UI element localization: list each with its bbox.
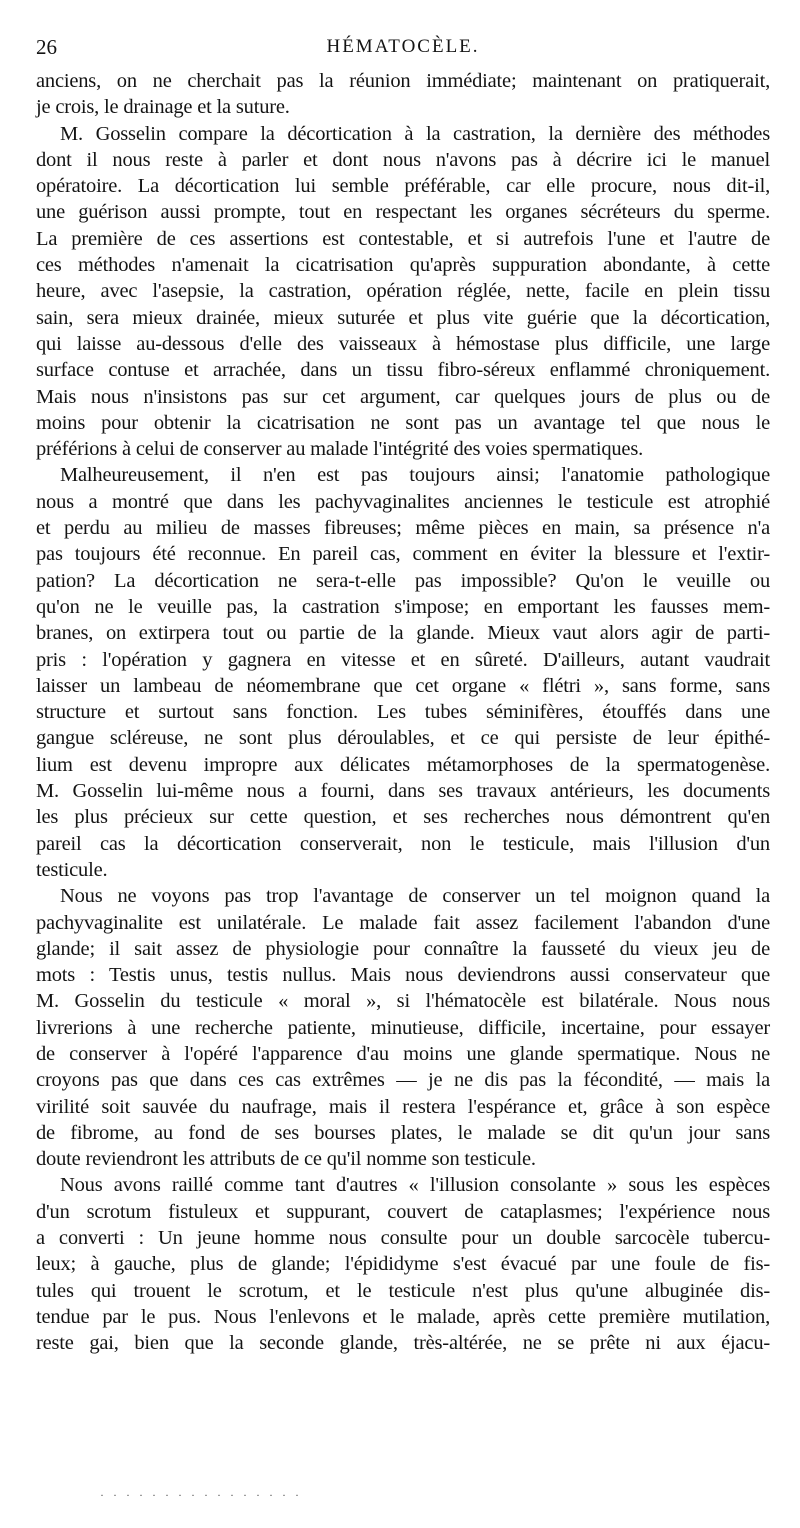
page-number: 26 [36, 35, 57, 59]
text-line: glande; il sait assez de physiologie pour connaître la fausseté du vieux jeu de [36, 937, 770, 960]
paragraph [36, 462, 770, 883]
text-line: M. Gosselin lui-même nous a fourni, dans ses travaux antérieurs, les documents [36, 780, 770, 803]
text-line: de fibrome, au fond de ses bourses plates, le malade se dit qu'un jour sans [36, 1121, 770, 1144]
text-line: anciens, on ne cherchait pas la réunion immédiate; maintenant on pratiquerait, [36, 70, 770, 92]
text-line: leux; à gauche, plus de glande; l'épididyme s'est évacué par une foule de fis- [36, 1253, 770, 1276]
text-line: ces méthodes n'amenait la cicatrisation qu'après suppuration abondante, à cette [36, 254, 770, 277]
text-line: heure, avec l'asepsie, la castration, opération réglée, nette, facile en plein tissu [36, 280, 770, 303]
page-header [36, 34, 770, 60]
text-line: une guérison aussi prompte, tout en respectant les organes sécréteurs du sperme. [36, 201, 770, 224]
text-line: Nous avons raillé comme tant d'autres « l'illusion consolante » sous les espèces [60, 1174, 770, 1197]
text-line: croyons pas que dans ces cas extrêmes — je ne dis pas la fécondité, — mais la [36, 1069, 770, 1092]
text-line: préférions à celui de conserver au malade l'intégrité des voies spermatiques. [36, 438, 644, 461]
text-line: structure et surtout sans fonction. Les tubes séminifères, étouffés dans une [36, 701, 770, 724]
text-line: branes, on extirpera tout ou partie de la glande. Mieux vaut alors agir de parti- [36, 622, 770, 645]
running-title: HÉMATOCÈLE. [326, 36, 480, 57]
paragraph [36, 121, 770, 463]
text-line: moins pour obtenir la cicatrisation ne sont pas un avantage tel que nous le [36, 411, 770, 434]
text-line: qui laisse au-dessous d'elle des vaisseaux à hémostase plus difficile, une large [36, 332, 770, 355]
text-line: qu'on ne le veuille pas, la castration s'impose; en emportant les fausses mem- [36, 595, 770, 618]
text-line: pation? La décortication ne sera-t-elle pas impossible? Qu'on le veuille ou [36, 569, 770, 592]
text-line: M. Gosselin compare la décortication à la castration, la dernière des méthodes [60, 122, 770, 145]
text-line: testicule. [36, 858, 108, 881]
text-line: reste gai, bien que la seconde glande, très-altérée, ne se prête ni aux éjacu- [36, 1332, 770, 1355]
text-line: doute reviendront les attributs de ce qu'il nomme son testicule. [36, 1148, 536, 1171]
paragraph [36, 68, 770, 121]
text-line: livrerions à une recherche patiente, minutieuse, difficile, incertaine, pour essayer [36, 1016, 770, 1039]
body-text [36, 68, 770, 1357]
text-line: pareil cas la décortication conserverait, non le testicule, mais l'illusion d'un [36, 832, 770, 855]
text-line: Malheureusement, il n'en est pas toujours ainsi; l'anatomie pathologique [60, 464, 770, 487]
text-line: gangue scléreuse, ne sont plus déroulables, et ce qui persiste de leur épithé- [36, 727, 770, 750]
text-line: M. Gosselin du testicule « moral », si l'hématocèle est bilatérale. Nous nous [36, 990, 770, 1013]
text-line: d'un scrotum fistuleux et suppurant, couvert de cataplasmes; l'expérience nous [36, 1200, 770, 1223]
text-line: Mais nous n'insistons pas sur cet argument, car quelques jours de plus ou de [36, 385, 770, 408]
text-line: Nous ne voyons pas trop l'avantage de conserver un tel moignon quand la [60, 885, 770, 908]
text-line: tendue par le pus. Nous l'enlevons et le malade, après cette première mutilation, [36, 1305, 770, 1328]
text-line: opératoire. La décortication lui semble préférable, car elle procure, nous dit-il, [36, 175, 770, 198]
text-line: sain, sera mieux drainée, mieux suturée et plus vite guérie que la décortication, [36, 306, 770, 329]
text-line: mots : Testis unus, testis nullus. Mais nous deviendrons aussi conservateur que [36, 964, 770, 987]
paragraph [36, 1172, 770, 1356]
text-line: de conserver à l'opéré l'apparence d'au moins une glande spermatique. Nous ne [36, 1042, 770, 1065]
text-line: a converti : Un jeune homme nous consulte pour un double sarcocèle tubercu- [36, 1227, 770, 1250]
text-line: laisser un lambeau de néomembrane que cet organe « flétri », sans forme, sans [36, 674, 770, 697]
text-line: nous a montré que dans les pachyvaginalites anciennes le testicule est atrophié [36, 490, 770, 513]
text-line: virilité soit sauvée du naufrage, mais il restera l'espérance et, grâce à son espèce [36, 1095, 770, 1118]
text-line: La première de ces assertions est contestable, et si autrefois l'une et l'autre de [36, 227, 770, 250]
paragraph [36, 883, 770, 1172]
text-line: pachyvaginalite est unilatérale. Le malade fait assez facilement l'abandon d'une [36, 911, 770, 934]
text-line: et perdu au milieu de masses fibreuses; même pièces en main, sa présence n'a [36, 517, 770, 540]
text-line: surface contuse et arrachée, dans un tissu fibro-séreux enflammé chroniquement. [36, 359, 770, 382]
text-line: lium est devenu impropre aux délicates métamorphoses de la spermatogenèse. [36, 753, 770, 776]
text-line: je crois, le drainage et la suture. [36, 96, 290, 119]
text-line: dont il nous reste à parler et dont nous n'avons pas à décrire ici le manuel [36, 148, 770, 171]
text-line: les plus précieux sur cette question, et ses recherches nous démontrent qu'en [36, 806, 770, 829]
footer-dots: · · · · · · · · · · · · · · · · [100, 1488, 302, 1502]
text-line: pris : l'opération y gagnera en vitesse et en sûreté. D'ailleurs, autant vaudrait [36, 648, 770, 671]
text-line: tules qui trouent le scrotum, et le testicule n'est plus qu'une albuginée dis- [36, 1279, 770, 1302]
text-line: pas toujours été reconnue. En pareil cas, comment en éviter la blessure et l'extir- [36, 543, 770, 566]
